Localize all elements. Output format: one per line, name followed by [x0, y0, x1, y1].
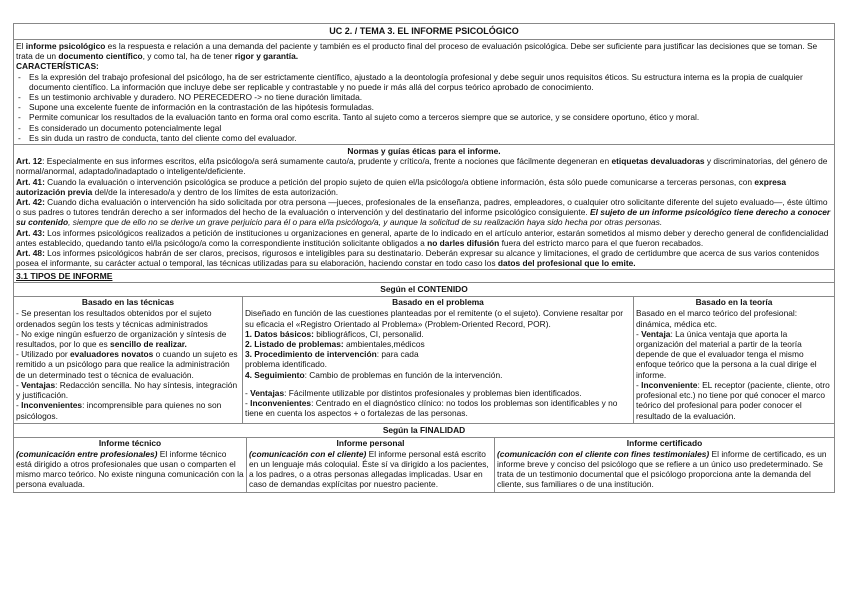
- characteristics-list: [16, 72, 832, 143]
- article-42: Art. 42: Cuando dicha evaluación o intervención ha sido solicitada por otra persona —jueces, profesionales de la enseñanza, padres, empleadores, o cualquier otro solicitante diferente del sujeto evaluado—, éste último o sus padres o tutores tendrán derecho a ser informados del hecho de la evaluación o intervención y del destinatario del informe psicológico consiguiente. El sujeto de un informe psicológico tiene derecho a conocer su contenido, siempre que de ello no se derive un grave perjuicio para él o para el/la psicólogo/a, y aunque la solicitud de su realización haya sido hecha por otras personas.: [16, 197, 831, 228]
- intro-paragraph: El informe psicológico es la respuesta e relación a una demanda del paciente y también es el producto final del proceso de evaluación psicológica. Debe ser suficiente para justificar las decisiones que se toman. Se trata de un documento científico, y como tal, ha de tener rigor y garantía.: [16, 41, 818, 62]
- column-heading: Basado en el problema: [392, 297, 484, 308]
- purpose-types-row: [13, 438, 835, 493]
- article-12: Art. 12: Especialmente en sus informes escritos, el/la psicólogo/a será sumamente cauto/a, prudente y crítico/a, frente a nociones que fácilmente degeneran en etiquetas devaluadoras y discriminatorias, del género de normal/anormal, adaptado/inadaptado o inteligente/deficiente.: [16, 156, 828, 177]
- column-certified-report: Informe certificado (comunicación con el cliente con fines testimoniales) El informe de certificado, es un informe breve y conciso del psicólogo que se refiere a un único uso predeterminado. Se trata de un testimonio documental que el psicólogo proporciona ante la demanda del cliente, sus familiares o de una institución.: [494, 438, 834, 492]
- column-heading: Informe técnico: [98, 437, 162, 448]
- column-personal-report: Informe personal (comunicación con el cliente) El informe personal está escrito en un lenguaje más coloquial. Éste sí va dirigido a los pacientes, a los padres, o a otras personas allegadas implicadas. Usar en caso de demandas explícitas por nuestro paciente.: [246, 438, 494, 492]
- list-item: - Es sin duda un rastro de conducta, tanto del cliente como del evaluador.: [16, 133, 832, 143]
- list-item: - Permite comunicar los resultados de la evaluación tanto en forma oral como escrita. Tanto al sujeto como a terceros siempre que se autorice, y se considere oportuno, ético y moral.: [16, 112, 832, 122]
- characteristics-heading: CARACTERÍSTICAS:: [16, 61, 99, 72]
- list-item: - Es la expresión del trabajo profesional del psicólogo, ha de ser estrictamente científico, ajustado a la deontología profesional y debe seguir unos requisitos éticos. Su estructura interna es la propia de cualquier documento científico. La información que incluye debe ser replicable y contrastable y no puede ir más allá del corpus teórico aprobado de conocimiento.: [16, 72, 832, 92]
- content-band: Según el CONTENIDO: [13, 283, 835, 297]
- article-41: Art. 41: Cuando la evaluación o intervención psicológica se produce a petición del propio sujeto de quien el/la psicólogo/a obtiene información, ésta sólo puede comunicarse a terceras personas, con expresa autorización previa del/de la interesado/a y dentro de los límites de esta autorización.: [16, 176, 787, 197]
- norms-heading: Normas y guías éticas para el informe.: [347, 146, 501, 157]
- page-title: UC 2. / TEMA 3. EL INFORME PSICOLÓGICO: [13, 23, 835, 40]
- section-title-report-types: 3.1 TIPOS DE INFORME: [13, 270, 835, 283]
- column-heading: Informe certificado: [626, 437, 703, 448]
- column-techniques: Basado en las técnicas - Se presentan los resultados obtenidos por el sujeto ordenados según los tests y técnicas administrados - No exige ningún esfuerzo de organización y síntesis de resultados, por lo que es sencillo de realizar. - Utilizado por evaluadores novatos o cuando un sujeto es remitido a un psicólogo para que realice la administración de un determinado test o técnica de evaluación. - Ventajas: Redacción sencilla. No hay síntesis, integración y justificación. - Inconvenientes: incomprensible para quienes no son psicólogos.: [14, 297, 242, 422]
- list-item: - Es considerado un documento potencialmente legal: [16, 123, 832, 133]
- article-48: Art. 48: Los informes psicológicos habrán de ser claros, precisos, rigurosos e inteligibles para su destinatario. Deberán expresar su alcance y limitaciones, el grado de certidumbre que acerca de sus varios contenidos posea el informante, su carácter actual o temporal, las técnicas utilizadas para su elaboración, haciendo constar en todo caso los datos del profesional que lo emite.: [16, 248, 820, 269]
- list-item: - Es un testimonio archivable y duradero. NO PERECEDERO -> no tiene duración limitada.: [16, 92, 832, 102]
- article-43: Art. 43: Los informes psicológicos realizados a petición de instituciones u organizaciones en general, aparte de lo indicado en el artículo anterior, estarán sometidos al mismo deber y derecho general de confidencialidad antes establecido, quedando tanto el/la psicólogo/a como la correspondiente institución solicitante obligados a no darles difusión fuera del estricto marco para el que fueron recabados.: [16, 227, 829, 248]
- column-technical-report: Informe técnico (comunicación entre profesionales) El informe técnico está dirigido a otros profesionales que usan o comparten el mismo marco teórico. No existe ninguna comunicación con la persona evaluada.: [16, 437, 244, 490]
- column-heading: Basado en las técnicas: [81, 297, 175, 308]
- norms-section: [13, 145, 835, 270]
- content-types-row: [13, 297, 835, 423]
- column-heading: Basado en la teoría: [695, 297, 773, 308]
- list-item: - Supone una excelente fuente de información en la contrastación de las hipótesis formuladas.: [16, 102, 832, 112]
- purpose-band: Según la FINALIDAD: [13, 424, 835, 438]
- document-page: [13, 23, 835, 493]
- intro-section: [13, 40, 835, 145]
- column-heading: Informe personal: [336, 437, 405, 448]
- column-theory: Basado en la teoría Basado en el marco teórico del profesional: dinámica, médica etc. - Ventaja: La única ventaja que aporta la organización del material a partir de la teoría depende de que el evaluador tenga el mismo enfoque teórico que la persona a la cual dirige el informe. - Inconveniente: EL receptor (paciente, cliente, otro profesional etc.) no tiene por qué conocer el marco teórico del profesional para poder conocer el resultado de la evaluación.: [633, 297, 834, 422]
- column-problem: Basado en el problema Diseñado en función de las cuestiones planteadas por el remitente (o el sujeto). Conviene resaltar por su eficacia el «Registro Orientado al Problema» (Problem-Oriented Record, POR). 1. Datos básicos: bibliográficos, CI, personalid. 2. Listado de problemas: ambientales,médicos 3. Procedimiento de intervención: para cada problema identificado. 4. Seguimiento: Cambio de problemas en función de la intervención. - Ventajas: Fácilmente utilizable por distintos profesionales y problemas bien identificados. - Inconvenientes: Centrado en el diagnóstico clínico: no todos los problemas son identificables y no tiene en cuenta los aspectos + o fortalezas de las personas.: [242, 297, 633, 422]
